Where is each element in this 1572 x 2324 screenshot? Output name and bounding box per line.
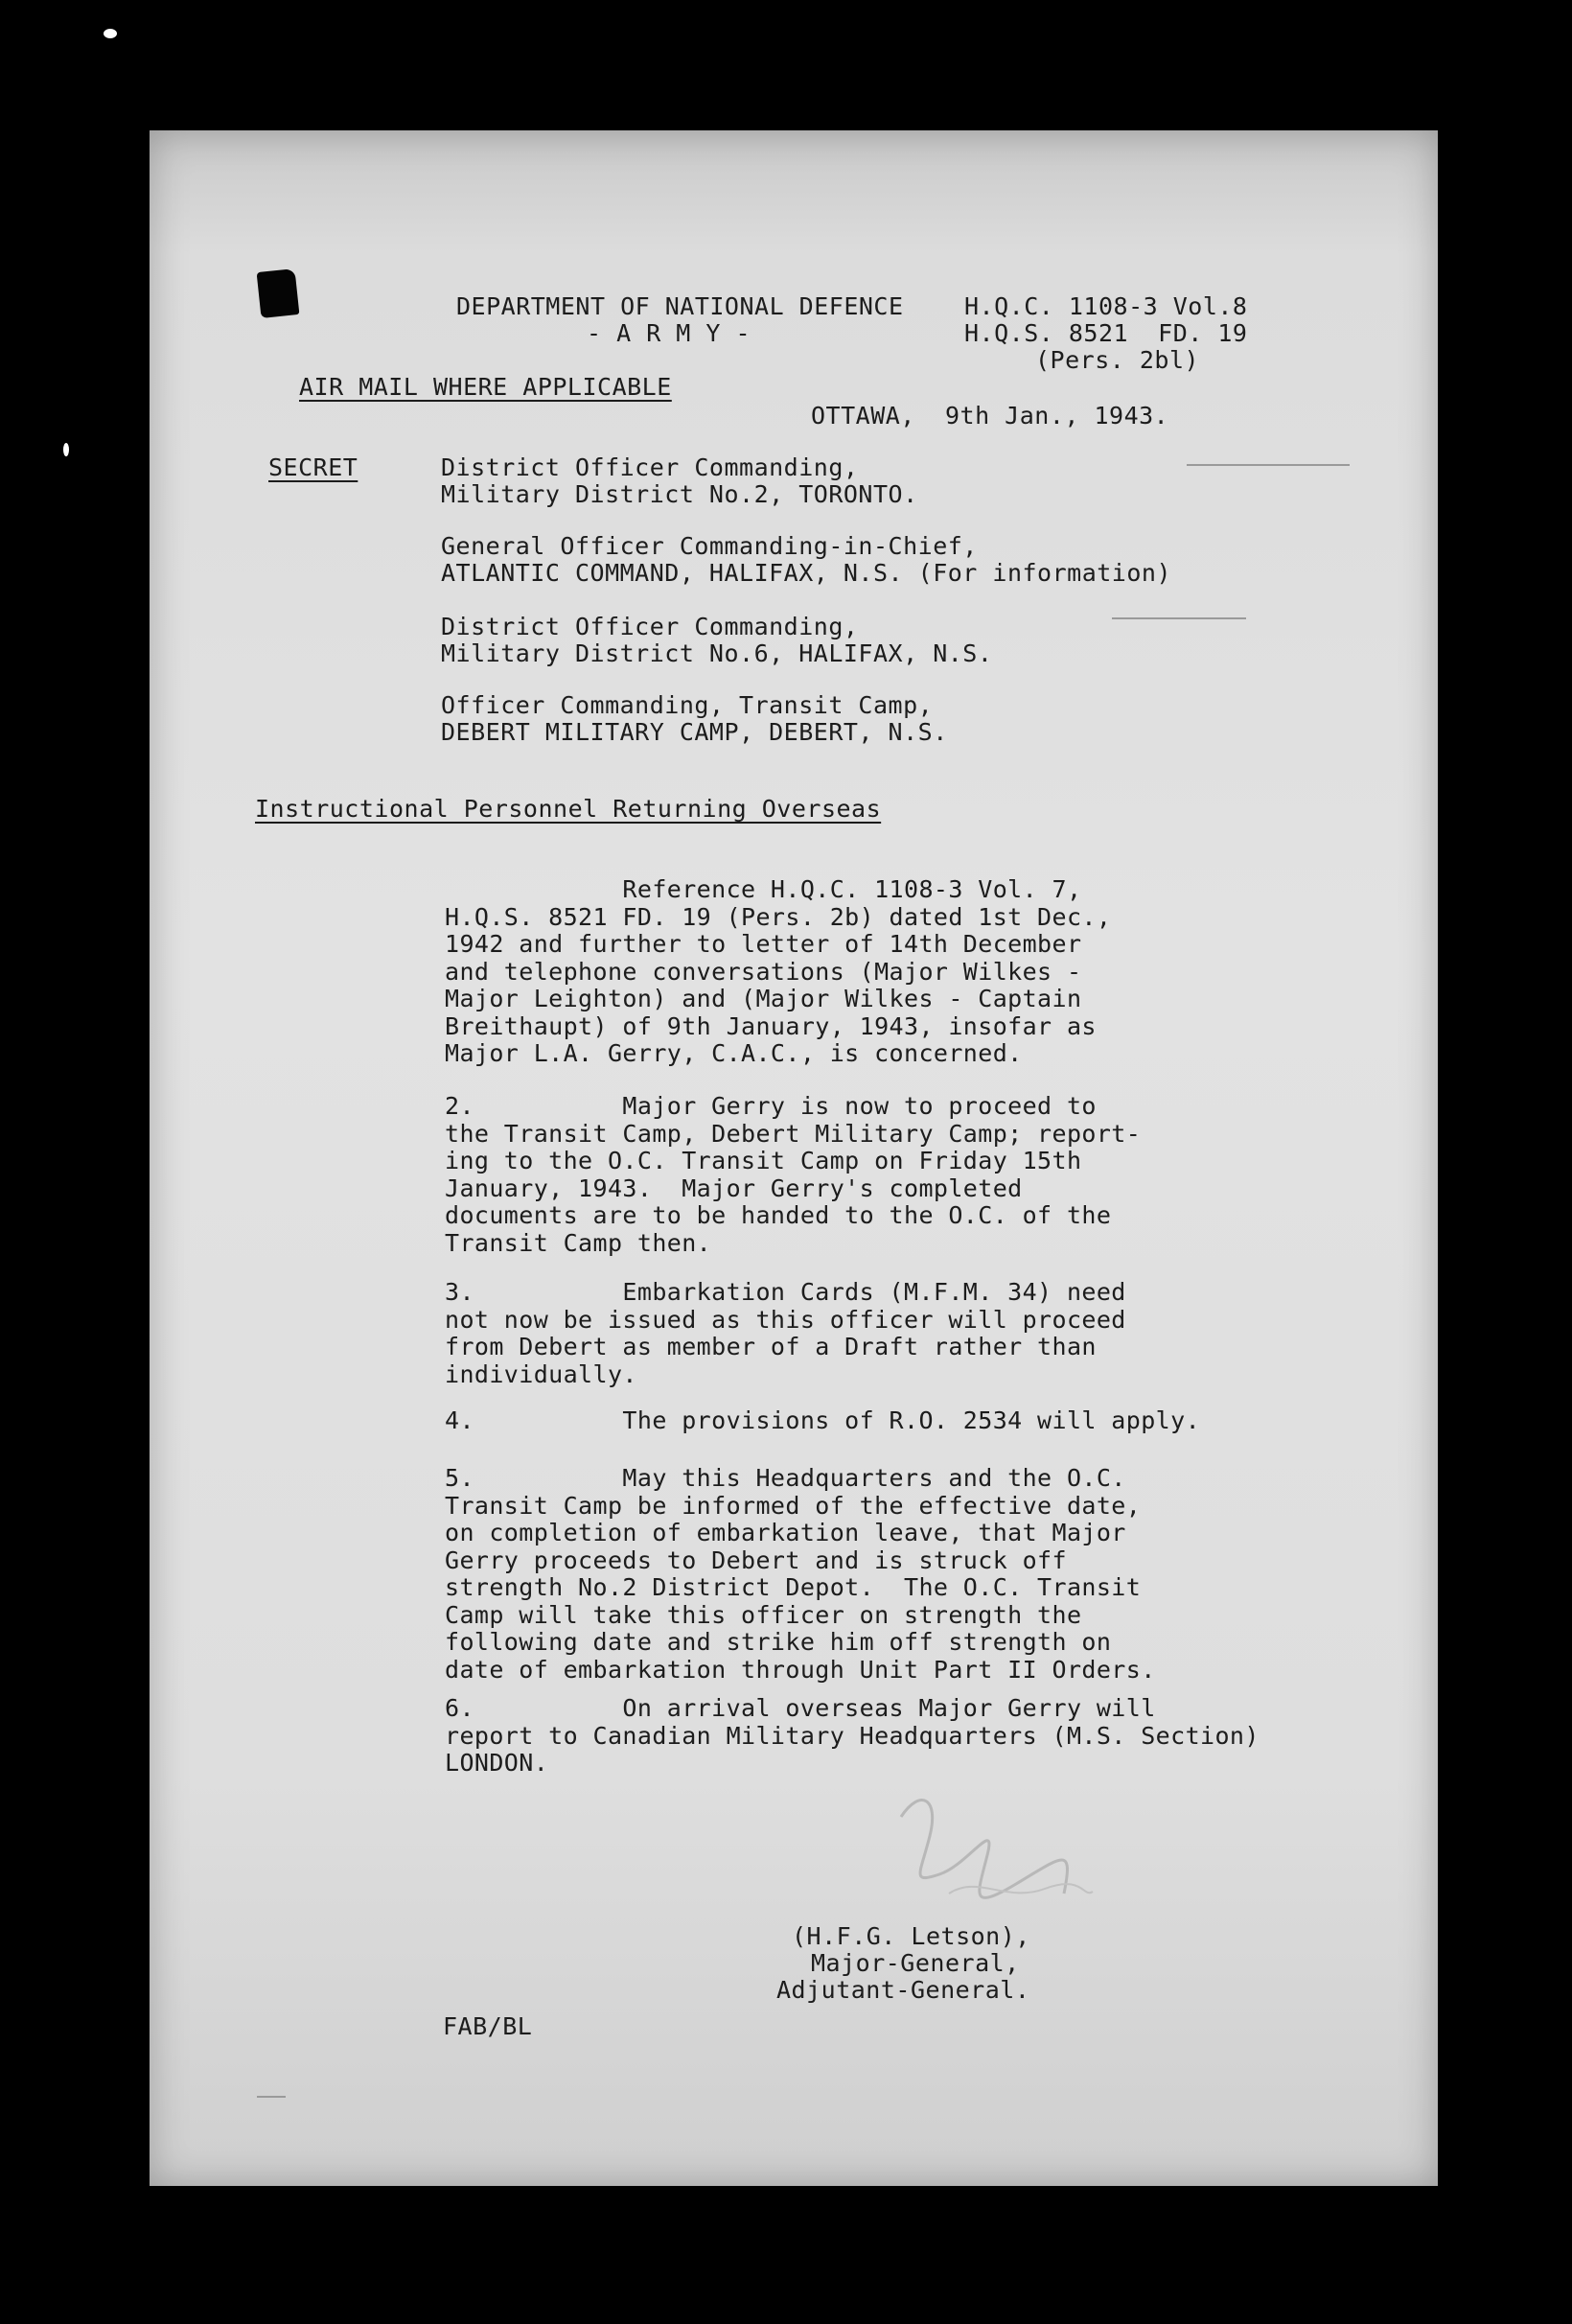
security-classification: SECRET <box>268 453 358 481</box>
typist-initials: FAB/BL <box>443 2012 533 2040</box>
file-reference-hqc: H.Q.C. 1108-3 Vol.8 <box>964 292 1248 320</box>
paragraph-1: Reference H.Q.C. 1108-3 Vol. 7, H.Q.S. 8521 FD. 19 (Pers. 2b) dated 1st Dec., 1942 and further to letter of 14th December and telephone conversations (Major Wilkes - Major Leighton) and (Major Wilkes - Captain Breithaupt) of 9th January, 1943, insofar as Major L.A. Gerry, C.A.C., is concerned. <box>445 875 1112 1067</box>
file-reference-hqs: H.Q.S. 8521 FD. 19 <box>964 319 1248 347</box>
paragraph-5: 5. May this Headquarters and the O.C. Transit Camp be informed of the effective date, on completion of embarkation leave, that Major Gerry proceeds to Debert and is struck off strength No.2 District Depot. The O.C. Transit Camp will take this officer on strength the following date and strike him off strength on date of embarkation through Unit Part II Orders. <box>445 1464 1156 1684</box>
addressee-1-line2: Military District No.2, TORONTO. <box>441 480 918 508</box>
subject-heading: Instructional Personnel Returning Overseas <box>255 795 882 823</box>
addressee-3-line2: Military District No.6, HALIFAX, N.S. <box>441 639 993 667</box>
ink-blot <box>257 268 300 318</box>
margin-mark <box>1187 464 1350 466</box>
place-and-date: OTTAWA, 9th Jan., 1943. <box>811 402 1169 430</box>
paragraph-3: 3. Embarkation Cards (M.F.M. 34) need not now be issued as this officer will proceed from Debert as member of a Draft rather than individually. <box>445 1278 1126 1388</box>
signatory-name: (H.F.G. Letson), <box>792 1922 1030 1950</box>
file-reference-pers: (Pers. 2bl) <box>1035 346 1200 374</box>
paragraph-6: 6. On arrival overseas Major Gerry will report to Canadian Military Headquarters (M.S. Section) LONDON. <box>445 1694 1260 1777</box>
addressee-4-line1: Officer Commanding, Transit Camp, <box>441 691 934 719</box>
department-name: DEPARTMENT OF NATIONAL DEFENCE <box>456 292 904 320</box>
margin-mark <box>257 2096 286 2098</box>
paragraph-4: 4. The provisions of R.O. 2534 will apply. <box>445 1406 1201 1434</box>
addressee-4-line2: DEBERT MILITARY CAMP, DEBERT, N.S. <box>441 718 948 746</box>
army-branch: - A R M Y - <box>587 319 751 347</box>
signatory-rank: Major-General, <box>811 1949 1020 1977</box>
addressee-3-line1: District Officer Commanding, <box>441 613 859 640</box>
signature-scribble <box>882 1778 1102 1932</box>
paragraph-2: 2. Major Gerry is now to proceed to the Transit Camp, Debert Military Camp; report- ing to the O.C. Transit Camp on Friday 15th January, 1943. Major Gerry's completed documents are to be handed to the O.C. of the Transit Camp then. <box>445 1092 1142 1257</box>
addressee-2-line1: General Officer Commanding-in-Chief, <box>441 532 978 560</box>
air-mail-notice: AIR MAIL WHERE APPLICABLE <box>299 373 672 401</box>
addressee-2-line2: ATLANTIC COMMAND, HALIFAX, N.S. (For information) <box>441 559 1172 587</box>
signatory-title: Adjutant-General. <box>776 1976 1030 2004</box>
addressee-1-line1: District Officer Commanding, <box>441 453 859 481</box>
film-speck <box>63 443 69 456</box>
film-speck <box>104 29 117 38</box>
margin-mark <box>1112 617 1246 619</box>
